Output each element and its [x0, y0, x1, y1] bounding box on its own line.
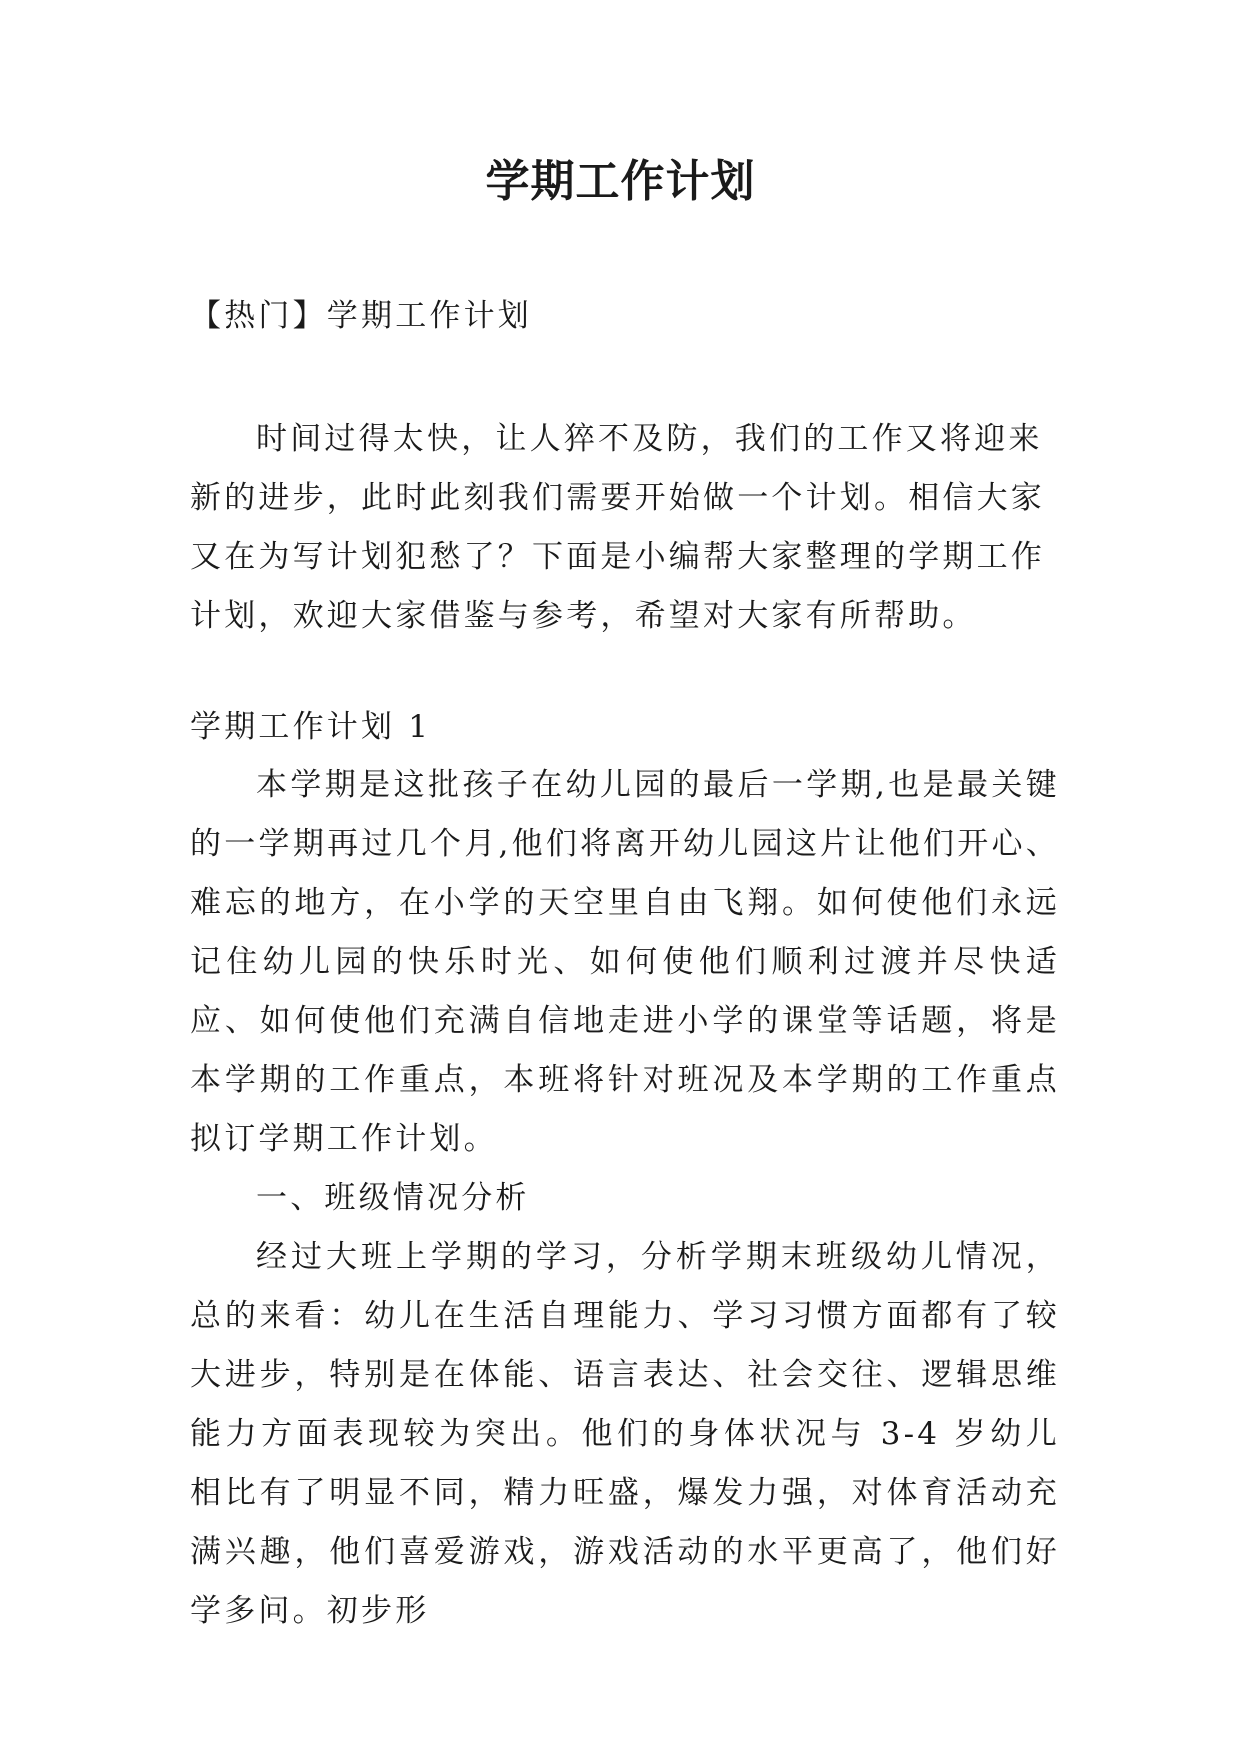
intro-paragraph: 时间过得太快，让人猝不及防，我们的工作又将迎来新的进步，此时此刻我们需要开始做一个计划。相信大家又在为写计划犯愁了？下面是小编帮大家整理的学期工作计划，欢迎大家借鉴与参考，希望对大家有所帮助。: [190, 421, 1045, 634]
subheading-class-analysis: 一、班级情况分析: [256, 1180, 530, 1216]
body-paragraph-1: 本学期是这批孩子在幼儿园的最后一学期,也是最关键的一学期再过几个月,他们将离开幼儿园这片让他们开心、难忘的地方，在小学的天空里自由飞翔。如何使他们永远记住幼儿园的快乐时光、如何使他们顺利过渡并尽快适应、如何使他们充满自信地走进小学的课堂等话题，将是本学期的工作重点，本班将针对班况及本学期的工作重点拟订学期工作计划。: [190, 767, 1060, 1157]
section-body: [190, 756, 1060, 1641]
section-title: 学期工作计划 1: [190, 709, 432, 745]
document-subtitle: 【热门】学期工作计划: [190, 298, 532, 334]
document-title: 学期工作计划: [485, 156, 756, 207]
body-paragraph-2: 经过大班上学期的学习，分析学期末班级幼儿情况，总的来看：幼儿在生活自理能力、学习习惯方面都有了较大进步，特别是在体能、语言表达、社会交往、逻辑思维能力方面表现较为突出。他们的身体状况与 3-4 岁幼儿相比有了明显不同，精力旺盛，爆发力强，对体育活动充满兴趣，他们喜爱游戏，游戏活动的水平更高了，他们好学多问。初步形: [190, 1239, 1060, 1629]
